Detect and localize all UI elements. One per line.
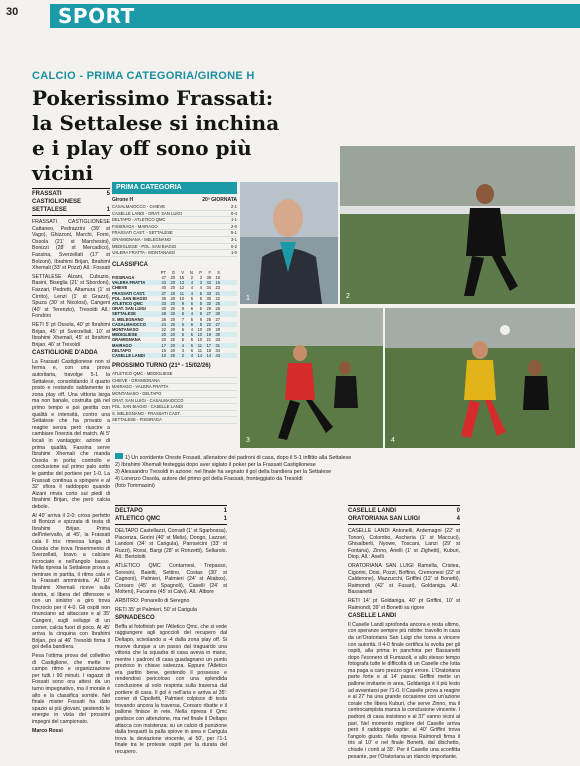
caption-2: 2) Ibrahimi Xhemali festeggia dopo aver siglato il poker per la Frassati Castiglionese: [115, 462, 316, 468]
photo-coach: [240, 182, 338, 304]
standings-team: MAIRAGO: [112, 342, 132, 348]
page-number: 30: [6, 6, 19, 18]
standings-value: 20: [170, 347, 175, 353]
standings-value: 14: [206, 353, 211, 358]
standings-value: 20: [161, 337, 166, 343]
standings-value: 4: [190, 326, 193, 332]
standings-value: 4: [190, 353, 193, 358]
team-home: DELTAPO: [115, 508, 143, 514]
standings-value: 27: [215, 321, 220, 327]
standings-value: 8: [181, 306, 184, 312]
standings-value: 22: [215, 295, 220, 301]
lineup-away: ORATORIANA SAN LUIGI Ramella, Cristea, Cigorini, Dosi, Pozzi, Boffino, Cremonesi (22' st Calderone), Mazzucchi, Griffini (12' st Bonetti), Raimondi (42' st Fusari), Goldaniga. All.: Bassanetti: [348, 562, 460, 596]
score-away: 4: [456, 516, 460, 522]
scoreboard-deltapo: [115, 505, 227, 525]
standings-value: 20: [170, 316, 175, 322]
standings-value: 6: [190, 300, 193, 306]
team-away: ORATORIANA SAN LUIGI: [348, 516, 420, 522]
standings-value: 6: [181, 321, 184, 327]
deltapo-body: Beffa al fotofinish per l'Atletico Qmc, che si vede raggiungere agli sgoccioli del recupero dal Deltapo, scivolando a -4 dalla zona play off. Si muove dunque a un passo dal traguardo una vittoria che la squadra di casa aveva in mano, mentre i padroni di casa guadagnano un punto prezioso in chiave salvezza. Eppure l'Atletico era partito bene, gestendo il possesso e rendendosi pericoloso con una splendida conclusione al volo respinta sulla traversa dal portiere di casa. Il gol è nell'aria e arriva al 35': corner di Cipolletti, Palmieri colpisce di testa trovando ancora la traversa, Corsaro ribatte e il pallone finisce in rete. Nella ripresa il Qmc gestisce con attenzione, ma nel finale il Deltapo attacca con insistenza: su un calcio di punizione dalla trequarti la palla spiove in area e Carigula trova la deviazione vincente, al 50', per l'1-1 finale tra le proteste ospiti per la durata del recupero.: [115, 623, 227, 755]
section-title: SPORT: [58, 4, 135, 28]
standings-header-cell: S: [217, 269, 220, 275]
standings-value: 21: [206, 337, 211, 343]
standings-value: 20: [170, 300, 175, 306]
standings-value: 17: [161, 342, 166, 348]
standings-value: 5: [199, 300, 202, 306]
standings-value: 29: [206, 306, 211, 312]
result-match: FISSIRAGA - MAIRAGO: [112, 223, 158, 229]
standings-value: 4: [190, 285, 193, 291]
standings-value: 15: [161, 347, 166, 353]
score-home: 1: [223, 508, 227, 514]
standings-value: 30: [161, 306, 166, 312]
photo-ossola: [385, 308, 575, 448]
photo-celebration: [340, 146, 575, 304]
team-home: CASELLE LANDI: [348, 508, 396, 514]
standings-value: 20: [170, 295, 175, 301]
standings-value: 16: [215, 274, 220, 280]
standings-value: 10: [179, 295, 184, 301]
next-match: POL. SAN BIAGIO - CASELLE LANDI: [112, 404, 237, 411]
article-body-1: La Frassati Castiglionese non si ferma e, con una prova autoritaria, travolge 5-1 la Settalese, consolidando il quarto posto e restando saldamente in zona play off. Una vittoria larga ma non banale, costruita già nel primo tempo e poi gestita con qualità e intensità, contro una Settalese che ha provato a reagire senza però riuscire a cambiare l'inerzia del match. Al 5' locali in vantaggio: azione di prima qualità, Fassina serve Ibrahimi Xhemali che manda Ossola in porta; controllo e conclusione sul primo palo sotto le gambe del portiere per 1-0. La Frassati continua a spingere e al 32' sfiora il raddoppio quando Alzani rinvia corto sui piedi di Ibrahimi Brijan, che però calcia debole.: [32, 358, 110, 510]
standings-value: 5: [190, 337, 193, 343]
next-match: CHIEVE - GRAMIGNANA: [112, 378, 237, 385]
result-row: [112, 204, 237, 211]
standings-header-cell: F: [208, 269, 211, 275]
author: Marco Rossi: [32, 727, 63, 734]
article-title: Pokerissimo Frassati: la Settalese si inchina e i play off sono più vicini: [32, 86, 280, 185]
goals: RETI 14' pt Goldaniga, 40' pt Griffini, 10' st Raimondi, 39' st Bonetti su rigore: [348, 597, 460, 611]
standings-value: 25: [215, 300, 220, 306]
standings-value: 40: [161, 285, 166, 291]
lineup-home: CASELLE LANDI Antonelli, Ardemagni (22' st Tonon), Colombo, Ascheria (1' st Maccuci), Ghisalberti, Nyowe, Toscani, Lanzi (29' st Fontana), Zinno, Anelli (1' st Zighetti), Kuburi, Diop. All.: Anelli: [348, 528, 460, 561]
standings-value: 15: [215, 280, 220, 286]
standings-value: 18: [206, 347, 211, 353]
standings-value: 10: [197, 337, 202, 343]
standings-value: 21: [215, 290, 220, 296]
standings-value: 20: [170, 274, 175, 280]
caption-3: 3) Alessandro Tresoldi in azione: nel finale ha segnato il gol della bandiera per la Settalese: [115, 469, 332, 475]
standings-team: CASELLE LANDI: [112, 353, 145, 358]
next-match: MAIRAGO - VALERA FRATTA: [112, 384, 237, 391]
standings-header-cell: PT: [160, 269, 166, 275]
score-home: 0: [456, 508, 460, 514]
caption-credit: (foto Tommasini): [115, 483, 155, 489]
caption-4: 4) Lorenzo Ossola, autore del primo gol della Frassati, fronteggiato da Tresoldi: [115, 476, 303, 482]
standings-value: 6: [181, 326, 184, 332]
round-name: 20ª GIORNATA: [202, 197, 237, 203]
standings-team: VALERA FRATTA: [112, 280, 146, 286]
photo-coach-image: [240, 182, 338, 304]
standings-value: 27: [215, 316, 220, 322]
photo-label-3: 3: [246, 437, 250, 444]
standings-value: 2: [190, 274, 193, 280]
standings-value: 4: [190, 311, 193, 317]
standings-value: 5: [181, 337, 184, 343]
standings-value: 6: [199, 306, 202, 312]
standings-value: 34: [215, 347, 220, 353]
standings-value: 3: [181, 347, 184, 353]
scoreboard-frassati: [32, 188, 110, 216]
standings-value: 11: [197, 347, 202, 353]
standings-value: 5: [190, 295, 193, 301]
result-score: 5-1: [230, 230, 237, 236]
dateline: CASELLE LANDI: [348, 613, 396, 620]
standings-value: 17: [206, 342, 211, 348]
next-match: S. MELEGNANO - FRASSATI CAST.: [112, 411, 237, 418]
dateline: SPINADESCO: [115, 615, 155, 622]
result-score: 0-2: [230, 243, 237, 249]
standings-value: 20: [170, 321, 175, 327]
referee: ARBITRO: Ponarello di Seregno: [115, 597, 190, 604]
standings-value: 43: [215, 353, 220, 358]
result-match: FRASSATI CAST. - SETTALESE: [112, 230, 173, 236]
standings-value: 25: [206, 316, 211, 322]
standings-team: DELTAPO: [112, 347, 131, 353]
standings-value: 8: [181, 311, 184, 317]
standings-value: 30: [215, 311, 220, 317]
league-table-box: [112, 182, 237, 424]
standings-table: [112, 270, 237, 358]
standings-team: FRASSATI CAST.: [112, 290, 146, 296]
score-away: 1: [106, 207, 110, 213]
standings-title: CLASSIFICA: [112, 261, 148, 268]
standings-value: 47: [161, 274, 166, 280]
goals: RETI 5' pt Ossola, 40' pt Ibrahimi Brijan, 45' pt Sverzellati, 10' st Ibrahimi Xhemali, 45' st Ibrahimi Brijan, 46' st Tresoldi: [32, 321, 110, 348]
standings-team: SETTALESE: [112, 311, 136, 317]
standings-value: 10: [197, 332, 202, 338]
next-round-title: PROSSIMO TURNO (21ª - 15/02/26): [112, 363, 211, 370]
standings-value: 20: [170, 285, 175, 291]
page-header: [0, 0, 580, 44]
standings-value: 20: [206, 326, 211, 332]
dateline: CASTIGLIONE D'ADDA: [32, 350, 98, 357]
standings-value: 4: [199, 285, 202, 291]
standings-value: 24: [161, 321, 166, 327]
standings-value: 20: [170, 290, 175, 296]
standings-team: POL. SAN BIAGIO: [112, 295, 148, 301]
result-row: [112, 237, 237, 244]
result-match: GRAMIGNANA - MELEGNANO: [112, 236, 171, 242]
standings-value: 5: [199, 290, 202, 296]
next-match: ATLETICO QMC - MEDIGLIESE: [112, 371, 237, 378]
standings-value: 20: [170, 280, 175, 286]
standings-value: 6: [190, 347, 193, 353]
standings-team: ORAT. SAN LUIGI: [112, 306, 146, 312]
caselle-column-2: [465, 505, 575, 763]
article-column-1: [32, 188, 110, 758]
result-match: MEDIGLIESE - POL. SAN BIAGIO: [112, 243, 177, 249]
standings-value: 4: [190, 290, 193, 296]
table-title: PRIMA CATEGORIA: [112, 182, 237, 194]
group-name: Girone H: [112, 197, 134, 203]
scoreboard-caselle: [348, 505, 460, 525]
photo-captions: [115, 453, 575, 490]
standings-value: 2: [181, 353, 184, 358]
result-score: 1-0: [230, 250, 237, 256]
standings-value: 20: [170, 337, 175, 343]
standings-header-cell: G: [171, 269, 175, 275]
standings-value: 5: [190, 342, 193, 348]
standings-value: 7: [181, 316, 184, 322]
standings-row: [112, 353, 237, 358]
standings-value: 10: [197, 326, 202, 332]
standings-team: GRAMIGNANA: [112, 337, 141, 343]
standings-value: 20: [170, 311, 175, 317]
standings-value: 29: [215, 326, 220, 332]
standings-value: 27: [206, 311, 211, 317]
standings-value: 20: [161, 332, 166, 338]
standings-value: 5: [190, 332, 193, 338]
team-home: FRASSATI CASTIGLIONESE: [32, 191, 82, 205]
next-match: SETTALESE - FISSIRAGA: [112, 417, 237, 424]
standings-value: 30: [206, 295, 211, 301]
deltapo-column-2: [232, 505, 344, 763]
photo-ossola-image: [385, 308, 575, 448]
standings-header-cell: V: [181, 269, 184, 275]
lineup-home: DELTAPO Castellazzi, Corradi (1' st Sgarbossa), Piacenza, Gorini (40' st Melis), Dongo, Lazzari, Landoni (34' st Carigula), Parravicini (33' st Ruzzi), Rossi, Bargi (28' st Ronzetti), Sellarolo. All.: Bertolotti: [115, 528, 227, 561]
standings-value: 6: [190, 321, 193, 327]
caselle-column-1: [348, 505, 460, 763]
standings-team: CHIEVE: [112, 285, 128, 291]
standings-value: 4: [190, 280, 193, 286]
standings-team: CASALMAIOCCO: [112, 321, 146, 327]
score-home: 5: [106, 191, 110, 197]
standings-value: 8: [199, 316, 202, 322]
standings-team: MEDIGLIESE: [112, 332, 138, 338]
photo-tresoldi-image: [240, 308, 383, 448]
standings-value: 5: [190, 316, 193, 322]
standings-value: 32: [206, 300, 211, 306]
standings-value: 3: [199, 274, 202, 280]
result-row: [112, 217, 237, 224]
standings-value: 6: [190, 306, 193, 312]
standings-value: 37: [161, 290, 166, 296]
standings-value: 22: [161, 326, 166, 332]
standings-value: 22: [206, 321, 211, 327]
standings-value: 33: [206, 290, 211, 296]
article-body-2: Al 40' arriva il 2-0: cross perfetto di Bonizzi e spizzata di testa di Ibrahimi Brijan. Prima dell'intervallo, al 45', la Frassati cala il tris: rimessa lunga di Ossola che trova l'inserimento di Sverzellati, bravo a calciare incrociato e nell'angolo basso. Nella ripresa la Settalese prova a rientrare in partita, il ritmo cala e la Frassati amministra. Al 10' Ibrahimi Xhemali riceve sulla destra, si libera del difensore e con un sinistro a giro trova l'incrocio per il 4-0. Gli ospiti non rinunciano ad attaccare e al 35' Cangeni, sugli sviluppi di un corner, calcia fuori di poco. Al 45' arriva la cinquina con Ibrahimi Brijan, poi al 46' Tresoldi firma il gol della bandiera.: [32, 512, 110, 651]
standings-value: 33: [215, 337, 220, 343]
standings-value: 28: [161, 311, 166, 317]
standings-value: 26: [215, 306, 220, 312]
standings-value: 19: [206, 332, 211, 338]
standings-value: 5: [181, 332, 184, 338]
photo-label-2: 2: [346, 293, 350, 300]
standings-header-cell: N: [190, 269, 193, 275]
result-match: DELTAPO - ATLETICO QMC: [112, 217, 166, 223]
standings-team: MONTANASO: [112, 326, 139, 332]
standings-value: 33: [161, 300, 166, 306]
lineup-home: FRASSATI CASTIGLIONESE Cattaneo, Pedrazzini (39' st Vago), Ghizzoni, Marchi, Forni, Ossola (21' st Marchesini), Bonizzi (28' st Mercadico), Fassina, Sverzellati (17' st Bolzoni), Ibrahimi Brijan, Ibrahimi Xhemali (33' st Pozzi) All.: Fossati: [32, 219, 110, 272]
result-score: 2-0: [230, 223, 237, 229]
result-row: [112, 250, 237, 257]
standings-value: 4: [181, 342, 184, 348]
standings-value: 15: [179, 274, 184, 280]
standings-value: 39: [206, 274, 211, 280]
lineup-away: ATLETICO QMC Contarnesi, Trepasso, Soresini, Baietti, Settino, Costas (30' st Cagnoni), Palmieri, Palmieri (24' st Aliabos), Corsaro (45' st Spagnoli), Caselli (24' st Molteni), Fucarino (45' st Calvi). All.: Albore: [115, 562, 227, 596]
table-subheader: [112, 197, 237, 203]
result-row: [112, 211, 237, 218]
team-away: ATLETICO QMC: [115, 516, 161, 522]
standings-value: 42: [206, 280, 211, 286]
caselle-body: Il Caselle Landi sprofonda ancora e resta ultimo, con speranze sempre più ridotte: travolto in casa da un'Oratoriana San Luigi che torna a vincere con autorità. Il 4-0 finale certifica la svolta per gli ospiti, alla prima in panchina per Bassanetti dopo l'esonero di Fumasoli, e allo stesso tempo fotografa tutte le difficoltà di un Caselle che lotta ma paga a caro prezzo ogni errore. L'Oratoriana parte forte e al 14' passa: Griffini mette un pallone invitante in area, Goldaniga è il più lesto ad avventarsi per l'1-0. Il Caselle prova a reagire e al 27' ha una grande occasione con un'azione corale che libera Kuburi, che serve Zinno, ma il centrocampista manca la conclusione vincente. I padroni di casa insistono e al 37' vanno vicini al pari. Nel momento migliore del Caselle arriva però il raddoppio ospite: al 40' Griffini trova l'angolo giusto. Nella ripresa Raimondi firma il tris al 10' e nel finale Bonetti, dal dischetto, chiude i conti al 39'. Per il Caselle una sconfitta pesante, per l'Oratoriana un rilancio importante.: [348, 621, 460, 760]
standings-value: 13: [179, 280, 184, 286]
results-list: [112, 204, 237, 257]
next-match: MONTANASO - DELTAPO: [112, 391, 237, 398]
result-match: CASELLE LANDI - ORAT. SAN LUIGI: [112, 210, 182, 216]
standings-value: 14: [197, 353, 202, 358]
standings-value: 10: [161, 353, 166, 358]
result-score: 3-1: [230, 236, 237, 242]
photo-label-4: 4: [391, 437, 395, 444]
goals: RETI 35' pt Palmieri, 50' st Carigula: [115, 606, 197, 613]
standings-value: 11: [179, 290, 184, 296]
standings-value: 11: [197, 342, 202, 348]
standings-value: 8: [199, 321, 202, 327]
lineup-away: SETTALESE Alzani, Cubuzio, Basini, Biseglia (21' st Sbordoni), Fazzari, Pedretti, Altamura (1' st Cirrito), Lenzi (1' st Grazzi), Spuza (30' st Nicolosi), Cangeni (40' st Terenzio), Tresoldi All.: Fondrini: [32, 273, 110, 320]
standings-value: 26: [161, 316, 166, 322]
standings-value: 12: [179, 285, 184, 291]
standings-value: 20: [170, 332, 175, 338]
result-row: [112, 230, 237, 237]
photo-tresoldi: [240, 308, 383, 448]
article-kicker: CALCIO - PRIMA CATEGORIA/GIRONE H: [32, 70, 255, 82]
deltapo-column-1: [115, 505, 227, 763]
standings-value: 8: [199, 311, 202, 317]
standings-value: 20: [170, 342, 175, 348]
standings-value: 20: [170, 326, 175, 332]
standings-value: 20: [170, 353, 175, 358]
standings-value: 5: [199, 295, 202, 301]
team-away: SETTALESE: [32, 207, 67, 213]
result-match: CASALMAIOCCO - CHIEVE: [112, 204, 166, 209]
result-score: 0-4: [230, 210, 237, 216]
next-match: ORAT. SAN LUIGI - CASALMAIOCCO: [112, 398, 237, 405]
standings-value: 34: [206, 285, 211, 291]
standings-team: ATLETICO QMC: [112, 300, 143, 306]
caption-1: 1) Un sorridente Oreste Fossati, allenatore dei padroni di casa, dopo il 5-1 inflitto alla Settalese: [115, 453, 575, 462]
standings-value: 20: [170, 306, 175, 312]
result-score: 2-1: [230, 204, 237, 209]
standings-value: 43: [161, 280, 166, 286]
standings-value: 3: [199, 280, 202, 286]
result-row: [112, 224, 237, 231]
standings-team: FISSIRAGA: [112, 274, 135, 280]
photo-celebration-image: [340, 146, 575, 304]
standings-value: 23: [215, 285, 220, 291]
score-away: 1: [223, 516, 227, 522]
article-body-3: Pesa l'ottima prova del collettivo di Castiglione, che mette in campo ritmo e organizzazione per tutti i 90 minuti. I ragazzi di Fossati sono ora attesi da un turno impegnativo, ma il morale è alto e la classifica sorride. Nel finale mister Fossati ha dato spazio ai più giovani, gestendo le energie in vista dei prossimi impegni del campionato.: [32, 653, 110, 725]
standings-value: 9: [181, 300, 184, 306]
standings-value: 35: [161, 295, 166, 301]
standings-header-cell: P: [199, 269, 202, 275]
standings-value: 31: [215, 342, 220, 348]
result-match: VALERA FRATTA - MONTANASO: [112, 250, 175, 256]
standings-value: 30: [215, 332, 220, 338]
photo-label-1: 1: [246, 295, 250, 302]
result-score: 1-1: [230, 217, 237, 223]
result-row: [112, 244, 237, 251]
standings-team: S. MELEGNANO: [112, 316, 144, 322]
next-round-list: [112, 371, 237, 424]
